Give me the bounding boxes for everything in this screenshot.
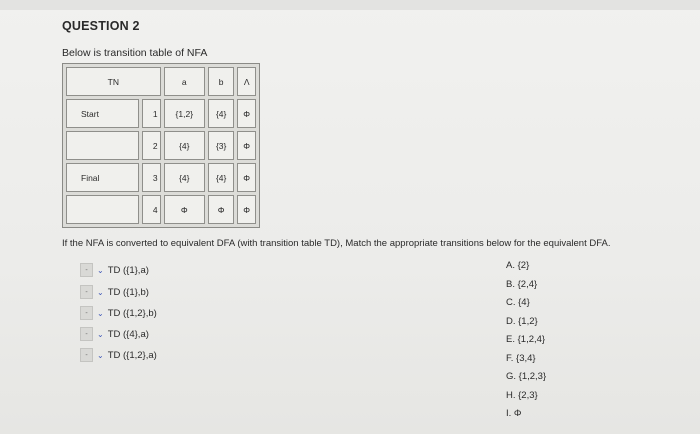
answer-option: C. {4} (506, 297, 530, 308)
answer-option: E. {1,2,4} (506, 334, 546, 345)
match-select[interactable]: - (80, 285, 93, 299)
state-cell: 1 (142, 99, 161, 128)
match-label: TD ({1,2},a) (107, 349, 157, 361)
row-label (66, 195, 139, 224)
match-select[interactable]: - (80, 348, 93, 362)
question-prompt: If the NFA is converted to equivalent DFA (with transition table TD), Match the appropriate transitions below for the equivalent DFA. (62, 238, 611, 249)
cell-a: {4} (164, 163, 205, 192)
cell-lambda: Φ (237, 195, 256, 224)
nfa-transition-table (62, 63, 260, 228)
table-row (66, 195, 256, 224)
answer-option: I. Φ (506, 408, 522, 419)
match-label: TD ({4},a) (107, 328, 149, 340)
cell-a: {4} (164, 131, 205, 160)
state-cell: 2 (142, 131, 161, 160)
answer-options (506, 257, 546, 424)
cell-a: Φ (164, 195, 205, 224)
answer-option: F. {3,4} (506, 352, 536, 364)
cell-b: {3} (208, 131, 234, 160)
match-row[interactable] (80, 305, 157, 321)
match-label: TD ({1},a) (107, 264, 149, 276)
match-select[interactable]: - (80, 327, 93, 341)
cell-lambda: Φ (237, 131, 256, 160)
match-label: TD ({1},b) (107, 286, 149, 298)
match-row[interactable] (80, 284, 149, 300)
table-row (66, 99, 256, 128)
header-cell-a: a (164, 67, 205, 96)
header-cell-tn: TN (66, 67, 161, 96)
cell-lambda: Φ (237, 163, 256, 192)
table-header-row (66, 67, 256, 96)
chevron-down-icon[interactable]: ⌄ (97, 287, 104, 297)
cell-b: {4} (208, 163, 234, 192)
chevron-down-icon[interactable]: ⌄ (97, 308, 104, 318)
match-label: TD ({1,2},b) (107, 307, 157, 319)
question-intro: Below is transition table of NFA (62, 47, 208, 59)
answer-option: G. {1,2,3} (506, 371, 547, 382)
cell-a: {1,2} (164, 99, 205, 128)
match-row[interactable] (80, 347, 157, 363)
top-band (0, 0, 700, 10)
table-row (66, 131, 256, 160)
state-cell: 3 (142, 163, 161, 192)
chevron-down-icon[interactable]: ⌄ (97, 329, 104, 339)
cell-lambda: Φ (237, 99, 256, 128)
chevron-down-icon[interactable]: ⌄ (97, 265, 104, 275)
answer-option: H. {2,3} (506, 389, 538, 401)
match-row[interactable] (80, 262, 149, 278)
chevron-down-icon[interactable]: ⌄ (97, 350, 104, 360)
row-label (66, 131, 139, 160)
cell-b: Φ (208, 195, 234, 224)
header-cell-b: b (208, 67, 234, 96)
answer-option: A. {2} (506, 260, 530, 271)
match-select[interactable]: - (80, 263, 93, 277)
question-title: QUESTION 2 (62, 19, 140, 33)
row-label: Final (66, 163, 139, 192)
row-label: Start (66, 99, 139, 128)
answer-option: D. {1,2} (506, 315, 538, 327)
answer-option: B. {2,4} (506, 278, 538, 290)
state-cell: 4 (142, 195, 161, 224)
match-select[interactable]: - (80, 306, 93, 320)
cell-b: {4} (208, 99, 234, 128)
table-row (66, 163, 256, 192)
header-cell-lambda: Λ (237, 67, 256, 96)
match-row[interactable] (80, 326, 149, 342)
